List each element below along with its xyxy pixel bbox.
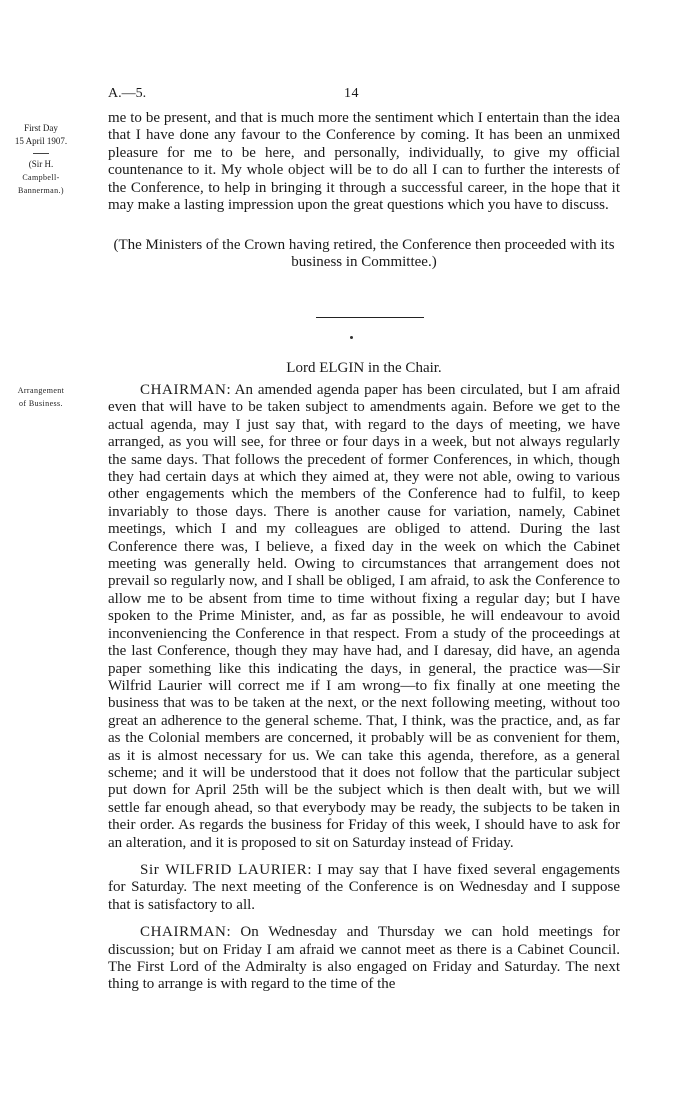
margin-speaker-line2: Campbell- (22, 173, 60, 182)
speaker-chairman-2: CHAIRMAN (140, 924, 227, 941)
opening-paragraph: me to be present, and that is much more the sentiment which I entertain than the idea that I have done any favour to the Conference by coming. It has been an unmixed pleasure for me to be here, and personally, individually, to give my official countenance to it. My whole object will be to do all I can to further the interests of the Conference, to help in bringing it through a successful career, in the hope that it may make a lasting impression upon the great questions which you have to discuss. (108, 110, 620, 214)
margin-note-topic (2, 384, 80, 410)
chairman-speech-1-text: : An amended agenda paper has been circulated, but I am afraid even that will have to be taken subject to amendments again. Before we get to the actual agenda, may I just say that, with regard to the days of meeting, we have arranged, as you will see, for three or four days in a week, but not always regularly the same days. That follows the precedent of former Conferences, in which, though they had certain days at which they aimed at, they were not able, owing to various other engagements which the members of the Conference had to fulfil, to keep invariably to those days. There is another cause for variation, namely, Cabinet meetings, which I and my colleagues are obliged to attend. During the last Conference there was, I believe, a fixed day in the week on which the Cabinet meeting was generally held. Owing to circumstances that arrangement does not prevail so regularly now, and I shall be obliged, I am afraid, to ask the Conference to allow me to be absent from time to time without fixing a regular day; but I have spoken to the Prime Minister, and, as far as possible, he will endeavour to avoid inconveniencing the Conference in that respect. From a study of the proceedings at the last Conference, though they may have had, and I daresay, did have, an agenda paper something like this indicating the days, in general, the practice was—Sir Wilfrid Laurier will correct me if I am wrong—to fix finally at one meeting the business that was to be taken at the next, or the next following meeting, without too great an adherence to the general scheme. That, I think, was the practice, and, as far as the Colonial members are concerned, it probably will be as convenient for them, as it is almost necessary for us. We can take this agenda, therefore, as a general scheme; and it will be understood that it does not follow that the particular subject put down for April 25th will be the subject which is then dealt with, but we will settle far enough ahead, so that everybody may be ready, the subjects to be taken in their order. As regards the business for Friday of this week, I should have to ask for an alteration, and it is proposed to sit on Saturday instead of Friday. (108, 382, 620, 851)
document-reference: A.—5. (108, 86, 147, 101)
chairman-speech-1 (108, 382, 620, 852)
margin-speaker-line1: (Sir H. (28, 159, 54, 169)
ministers-note: (The Ministers of the Crown having retired, the Conference then proceeded with its business in Committee.) (113, 237, 615, 271)
section-divider (316, 317, 424, 318)
margin-topic-line1: Arrangement (17, 386, 65, 395)
speaker-laurier: Sir WILFRID LAURIER (140, 861, 308, 878)
laurier-speech-text: : I may say that I have fixed several engagements for Saturday. The next meeting of the Conference is on Wednesday and I suppose that is satisfactory to all. (108, 861, 621, 913)
printer-mark (350, 336, 353, 339)
chairman-speech-2 (108, 924, 620, 994)
margin-day: First Day (24, 123, 58, 133)
opening-paragraph-block (108, 110, 620, 214)
margin-date: 15 April 1907. (14, 136, 68, 146)
discussion-block (108, 382, 620, 994)
margin-speaker-line3: Bannerman.) (18, 186, 64, 195)
margin-topic-line2: of Business. (19, 399, 63, 408)
speaker-chairman: CHAIRMAN (140, 382, 227, 398)
chair-heading: Lord ELGIN in the Chair. (286, 360, 442, 376)
page-number: 14 (344, 86, 359, 101)
margin-divider (33, 153, 49, 154)
margin-note-session (2, 122, 80, 197)
laurier-speech (108, 862, 620, 914)
chairman-speech-2-text: : On Wednesday and Thursday we can hold meetings for discussion; but on Friday I am afraid we cannot meet as there is a Cabinet Council. The First Lord of the Admiralty is also engaged on Friday and Saturday. The next thing to arrange is with regard to the time of the (108, 924, 620, 993)
